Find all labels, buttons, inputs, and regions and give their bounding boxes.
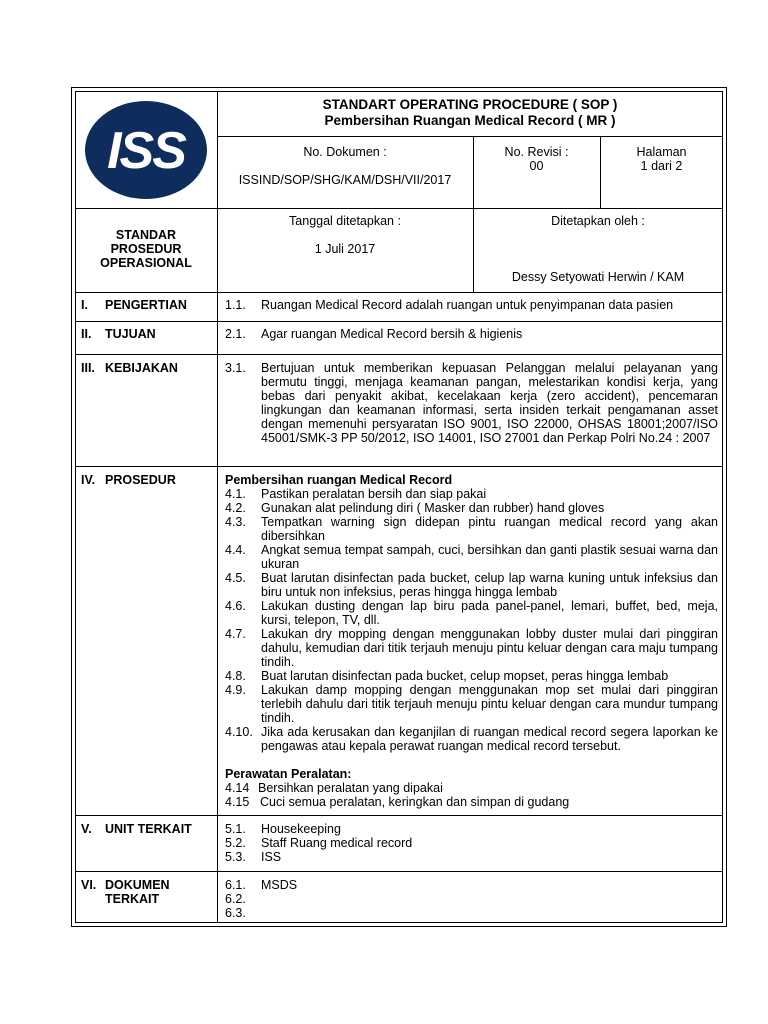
item-text: MSDS <box>261 878 298 892</box>
item-text: Lakukan dry mopping dengan menggunakan lobby duster mulai dari pinggiran dahulu, kemudian dari titik terjauh menuju pintu keluar dengan cara maju tumpang tindih. <box>261 627 718 669</box>
section-roman: I. <box>81 298 88 312</box>
item-text: Buat larutan disinfectan pada bucket, celup mopset, peras hingga lembab <box>261 669 669 683</box>
list-item <box>225 543 718 571</box>
item-text: Agar ruangan Medical Record bersih & higienis <box>261 327 523 341</box>
page-label: Halaman <box>636 145 687 159</box>
section-title-dokumen-line-2: TERKAIT <box>105 892 160 906</box>
item-number: 4.2. <box>225 501 246 515</box>
document-title: STANDART OPERATING PROCEDURE ( SOP ) <box>322 97 618 112</box>
item-number: 4.7. <box>225 627 246 641</box>
divider <box>75 871 723 872</box>
list-item <box>225 515 718 543</box>
divider <box>75 354 723 355</box>
procedure-subheading: Pembersihan ruangan Medical Record <box>225 473 453 487</box>
divider <box>75 815 723 816</box>
care-item-number: 4.15 <box>225 795 250 809</box>
list-item <box>225 627 718 669</box>
item-text: Bertujuan untuk memberikan kepuasan Pelanggan melalui pelayanan yang bermutu tinggi, menjaga keamanan pangan, melestarikan kondisi kerja, yang bebas dari penyakit akibat, kecelakaan kerja (zero accident), pencemaran lingkungan dan keamanan informasi, serta insiden terkait pengamanan asset dengan memenuhi persyaratan ISO 9001, ISO 22000, OHSAS 18001;2007/ISO 45001/SMK-3 PP 50/2012, ISO 14001, ISO 27001 dan Perkap Polri No.24 : 2007 <box>261 361 718 445</box>
care-item-text: Cuci semua peralatan, keringkan dan simpan di gudang <box>260 795 570 809</box>
page-value: 1 dari 2 <box>640 159 683 173</box>
approved-by-value: Dessy Setyowati Herwin / KAM <box>511 270 685 284</box>
list-item <box>225 683 718 725</box>
iss-logo <box>84 100 208 200</box>
revision-value: 00 <box>529 159 544 173</box>
date-value: 1 Juli 2017 <box>314 242 376 256</box>
date-label: Tanggal ditetapkan : <box>289 214 401 228</box>
list-item <box>225 327 718 341</box>
doc-number-value: ISSIND/SOP/SHG/KAM/DSH/VII/2017 <box>238 173 452 187</box>
item-text: Lakukan damp mopping dengan menggunakan mop set mulai dari pinggiran terlebih dahulu dari titik terjauh menuju pintu keluar dengan cara mundur tumpang tindih. <box>261 683 718 725</box>
section-title-kebijakan: KEBIJAKAN <box>105 361 178 375</box>
item-text: Buat larutan disinfectan pada bucket, celup lap warna kuning untuk infeksius dan biru untuk non infeksius, peras hingga hingga lembab <box>261 571 718 599</box>
item-number: 5.3. <box>225 850 246 864</box>
item-text: Gunakan alat pelindung diri ( Masker dan rubber) hand gloves <box>261 501 605 515</box>
item-number: 5.1. <box>225 822 246 836</box>
list-item <box>225 669 718 683</box>
document-subtitle: Pembersihan Ruangan Medical Record ( MR ) <box>324 113 616 128</box>
care-item-text: Bersihkan peralatan yang dipakai <box>258 781 443 795</box>
item-number: 6.1. <box>225 878 246 892</box>
sop-label-line-3: OPERASIONAL <box>100 256 192 270</box>
divider <box>75 321 723 322</box>
item-number: 4.9. <box>225 683 246 697</box>
item-number: 1.1. <box>225 298 246 312</box>
approved-by-label: Ditetapkan oleh : <box>551 214 645 228</box>
list-item <box>225 487 718 501</box>
svg-text:ISS: ISS <box>107 122 185 180</box>
care-heading: Perawatan Peralatan: <box>225 767 352 781</box>
item-text: Ruangan Medical Record adalah ruangan untuk penyimpanan data pasien <box>261 298 674 312</box>
divider <box>75 208 723 209</box>
item-text: Lakukan dusting dengan lap biru pada panel-panel, lemari, buffet, bed, meja, kursi, telepon, TV, dll. <box>261 599 718 627</box>
item-text: Tempatkan warning sign didepan pintu ruangan medical record yang akan dibersihkan <box>261 515 718 543</box>
item-number: 6.3. <box>225 906 246 920</box>
list-item <box>225 571 718 599</box>
item-number: 5.2. <box>225 836 246 850</box>
section-roman: IV. <box>81 473 96 487</box>
item-number: 3.1. <box>225 361 246 375</box>
section-title-dokumen: DOKUMEN <box>105 878 170 892</box>
section-roman: VI. <box>81 878 97 892</box>
divider <box>75 292 723 293</box>
item-number: 4.10. <box>225 725 253 739</box>
section-roman: II. <box>81 327 92 341</box>
item-number: 4.5. <box>225 571 246 585</box>
section-roman: V. <box>81 822 92 836</box>
section-roman: III. <box>81 361 95 375</box>
sop-label-line-1: STANDAR <box>115 228 177 242</box>
item-text: Jika ada kerusakan dan keganjilan di ruangan medical record segera laporkan ke pengawas atau kepala perawat ruangan medical record tersebut. <box>261 725 718 753</box>
divider <box>75 466 723 467</box>
list-item <box>225 361 718 459</box>
item-number: 4.3. <box>225 515 246 529</box>
revision-label: No. Revisi : <box>504 145 569 159</box>
item-number: 6.2. <box>225 892 246 906</box>
list-item <box>225 501 718 515</box>
item-number: 4.1. <box>225 487 246 501</box>
list-item <box>225 599 718 627</box>
section-title-unit: UNIT TERKAIT <box>105 822 192 836</box>
sop-label-line-2: PROSEDUR <box>110 242 182 256</box>
item-text: Staff Ruang medical record <box>261 836 413 850</box>
item-number: 4.6. <box>225 599 246 613</box>
item-number: 4.4. <box>225 543 246 557</box>
list-item <box>225 298 718 312</box>
doc-number-label: No. Dokumen : <box>303 145 387 159</box>
section-title-prosedur: PROSEDUR <box>105 473 176 487</box>
item-number: 2.1. <box>225 327 246 341</box>
item-text: ISS <box>261 850 282 864</box>
item-text: Housekeeping <box>261 822 341 836</box>
item-text: Pastikan peralatan bersih dan siap pakai <box>261 487 487 501</box>
section-title-pengertian: PENGERTIAN <box>105 298 187 312</box>
care-item-number: 4.14 <box>225 781 250 795</box>
list-item <box>225 725 718 753</box>
item-number: 4.8. <box>225 669 246 683</box>
item-text: Angkat semua tempat sampah, cuci, bersihkan dan ganti plastik sesuai warna dan ukuran <box>261 543 718 571</box>
section-title-tujuan: TUJUAN <box>105 327 156 341</box>
divider <box>217 136 723 137</box>
